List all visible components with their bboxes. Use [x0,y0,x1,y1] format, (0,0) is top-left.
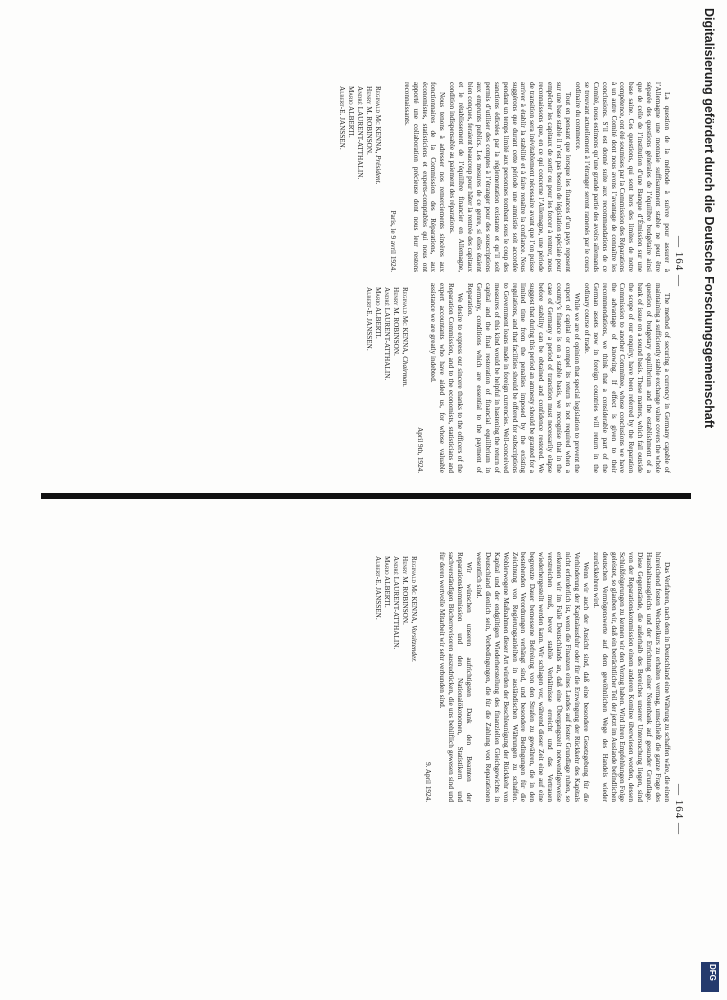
signatory-name: Albert-E. JANSSEN. [364,287,373,351]
french-paragraphs [402,82,671,272]
signatory-name: Reginald Mc KENNA [400,287,409,353]
german-signatory [391,552,400,802]
english-signatory [364,283,373,473]
signatory-role: Vorsitzender. [409,625,418,663]
digitization-notice-text: Digitalisierung gefördert durch die Deutsche Forschungsgemeinschaft [702,8,716,429]
english-signatory: Reginald Mc KENNA, Chairman. [400,287,409,388]
german-paragraph: Das Verfahren, nach dem in Deutschland eine Währung zu schaffen wäre, die einen hinreichend festen Wechselkurs zu erhalten vermag, umschließt die ganze Frage des Haushaltsausgleichs und der Errichtung einer Notenbank auf gesunder Grundlage. Diese Gegenstände, die außerhalb des Bereiches unserer Untersuchung liegen, sind von der Reparationskommission einem anderen Komitee überwiesen worden, dessen Schlußfolgerungen zu kennen wir den Vorzug haben. Wird ihren Empfehlungen Folge geleistet, so glauben wir, daß ein beträchtlicher Teil der jetzt im Auslande befindlichen deutschen Vermögenswerte auf dem gewöhnlichen Wege des Handels wieder zurückkehren wird. [591,552,671,802]
signatory-role: Chairman. [400,356,409,388]
french-paragraph: La question de la méthode à suivre pour assurer à l’Allemagne une monnaie suffisamment stable ne peut être séparée des questions générales de l’équilibre budgétaire ainsi que de celle de l’institution d’une Banque d’Émission sur une base saine. Ces questions, qui sont hors des limites de notre compétence, ont été soumises par la Commission des Réparations à un autre Comité dont nous avons l’avantage de connaître les conclusions. S’il est donné suite aux recommandations de ce Comité, nous estimons qu’une grande partie des avoirs allemands se trouvant actuellement à l’étranger seront ramenés par le cours ordinaire du commerce. [573,82,671,272]
signatory-name: Mario ALBERTI. [382,556,391,608]
english-paragraphs [429,283,671,473]
german-signatory [382,552,391,802]
german-signatory [400,552,409,802]
english-column [364,283,671,473]
right-page-number: — 164 — [673,784,685,835]
french-signatory [364,82,373,272]
english-signatory [382,283,391,473]
signatory-name: André LAURENT-ATTHALIN. [391,556,400,650]
english-dateline: April 9th, 1924. [415,427,424,473]
french-paragraph: Nous tenons à adresser nos remerciements sincères aux fonctionnaires de la Commission des Réparations, aux économistes, statisticiens et experts-comptables qui nous ont apporté une collaboration précieuse dont nous leur restons reconnaissants. [402,82,447,272]
signatory-name: Mario ALBERTI. [373,287,382,339]
signatory-name: Reginald Mc KENNA [373,86,382,152]
german-paragraphs [437,552,671,802]
german-dateline: 9. April 1924. [424,762,433,802]
german-paragraph: Wenn wir auch der Ansicht sind, daß eine besondere Gesetzgebung für die Verhinderung der Kapitalausfuhr oder für die Erzwingung der Rückkehr des Kapitals nicht erforderlich ist, wenn die Finanzen eines Landes auf fester Grundlage ruhen, so erkennen wir im Falle Deutschlands an, daß eine Übergangszeit notwendigerweise verstreichen muß, bevor stabile Verhältnisse erreicht und das Vertrauen wiederhergestellt werden kann. Wir schlagen vor, während dieser Zeit eine auf eine begrenzte Dauer bemessene Befreiung von den Strafen zu gewähren, die in den bestehenden Verordnungen verhängt sind, und besondere Bedingungen für die Zeichnung von Regierungsanleihen in ausländischen Währungen zu schaffen. Wohlerwogene Maßnahmen dieser Art würden der Beschleunigung der Rückkehr von Kapital und der endgültigen Wiederherstellung des finanziellen Gleichgewichts in Deutschland dienlich sein, Vorbedingungen, die für die Zahlung von Reparationen wesentlich sind. [474,552,590,802]
english-paragraph: While we are of opinion that special legislation to prevent the export of capital or compel its return is not required when a country’s finance is on a stable basis, we recognise that in the case of Germany a period of transition must necessarily elapse before stability can be obtained and confidence restored. We suggest that during this period an amnesty should be granted for a limited time from the penalties imposed by the existing regulations, and that facilities should be offered for subscriptions to Government loans made in foreign currencies. Well-conceived measures of this kind would be helpful in hastening the return of capital and the final restoration of financial equilibrium in Germany, conditions which are essential to the payment of Reparation. [466,283,581,473]
signatory-role: Président. [373,155,382,185]
signatory-name: Mario ALBERTI. [346,86,355,138]
signatory-name: Henry M. ROBINSON. [364,86,373,155]
gutter-divider [41,493,691,499]
german-signatories [373,552,418,802]
signatory-name: Henry M. ROBINSON. [391,287,400,356]
german-signatory [373,552,382,802]
signatory-name: Albert-E. JANSSEN. [337,86,346,150]
dfg-logo-text: DFG [708,964,717,981]
signatory-name: Albert-E. JANSSEN. [373,556,382,620]
signatory-name: André LAURENT-ATTHALIN. [355,86,364,180]
signatory-name: André LAURENT-ATTHALIN. [382,287,391,381]
signatory-name: Henry M. ROBINSON. [400,556,409,625]
french-column [337,82,671,272]
signatory-name: Reginald Mc KENNA [409,556,418,622]
french-signatories [337,82,382,272]
english-paragraph: We desire to express our sincere thanks to the officers of the Reparation Commission, and to the economists, statisticians and expert accountants who have aided us, for whose valuable assistance we are greatly indebted. [429,283,465,473]
left-page-number: — 164 — [673,236,685,287]
french-dateline: Paris, le 9 avril 1924. [388,210,397,272]
french-signatory [337,82,346,272]
german-paragraph: Wir wünschen unseren aufrichtigsten Dank den Beamten der Reparationskommission und den Nationalökonomen, Statistikern und sachverständigen Bücherrevisoren auszudrücken, die uns behilflich gewesen sind und für deren wertvolle Mitarbeit wir sehr verbunden sind. [438,552,474,802]
german-signatory: Reginald Mc KENNA, Vorsitzender. [409,556,418,663]
french-signatory [346,82,355,272]
german-column [373,552,671,802]
english-signatories [364,283,409,473]
english-signatory [391,283,400,473]
french-paragraph: Tout en pensant que lorsque les finances d’un pays reposent sur une base stable il n’est pas besoin de législation spéciale pour empêcher les capitaux de sortir ou pour les forcer à rentrer, nous reconnaissons que, en ce qui concerne l’Allemagne, une période de transition sera inévitablement nécessaire avant que l’on puisse arriver à établir la stabilité et à faire renaître la confiance. Nous suggérons que durant cette période une amnistie soit accordée pendant un temps limité aux personnes tombant sous le coup des sanctions édictées par la réglementation existante et qu’il soit permis d’utiliser des comptes à l’étranger pour des souscriptions aux emprunts publics. Les mesures de ce genre, si elles étaient bien conçues, feraient beaucoup pour hâter la rentrée des capitaux et le rétablissement de l’équilibre financier en Allemagne, condition indispensable au paiement des réparations. [448,82,573,272]
english-signatory [373,283,382,473]
english-paragraph: The method of securing a currency in Germany capable of maintaining a sufficiently stable exchange value covers the whole question of budgetary equilibrium and the establishment of a bank of issue on a sound basis. These matters, which fall outside the scope of our enquiry, have been referred by the Reparation Commission to another Committee, whose conclusions we have the advantage of knowing. If effect is given to their recommendations, we think that a considerable part of the German assets now in foreign countries will return in the ordinary course of trade. [582,283,671,473]
french-signatory [355,82,364,272]
french-signatory: Reginald Mc KENNA, Président. [373,86,382,185]
